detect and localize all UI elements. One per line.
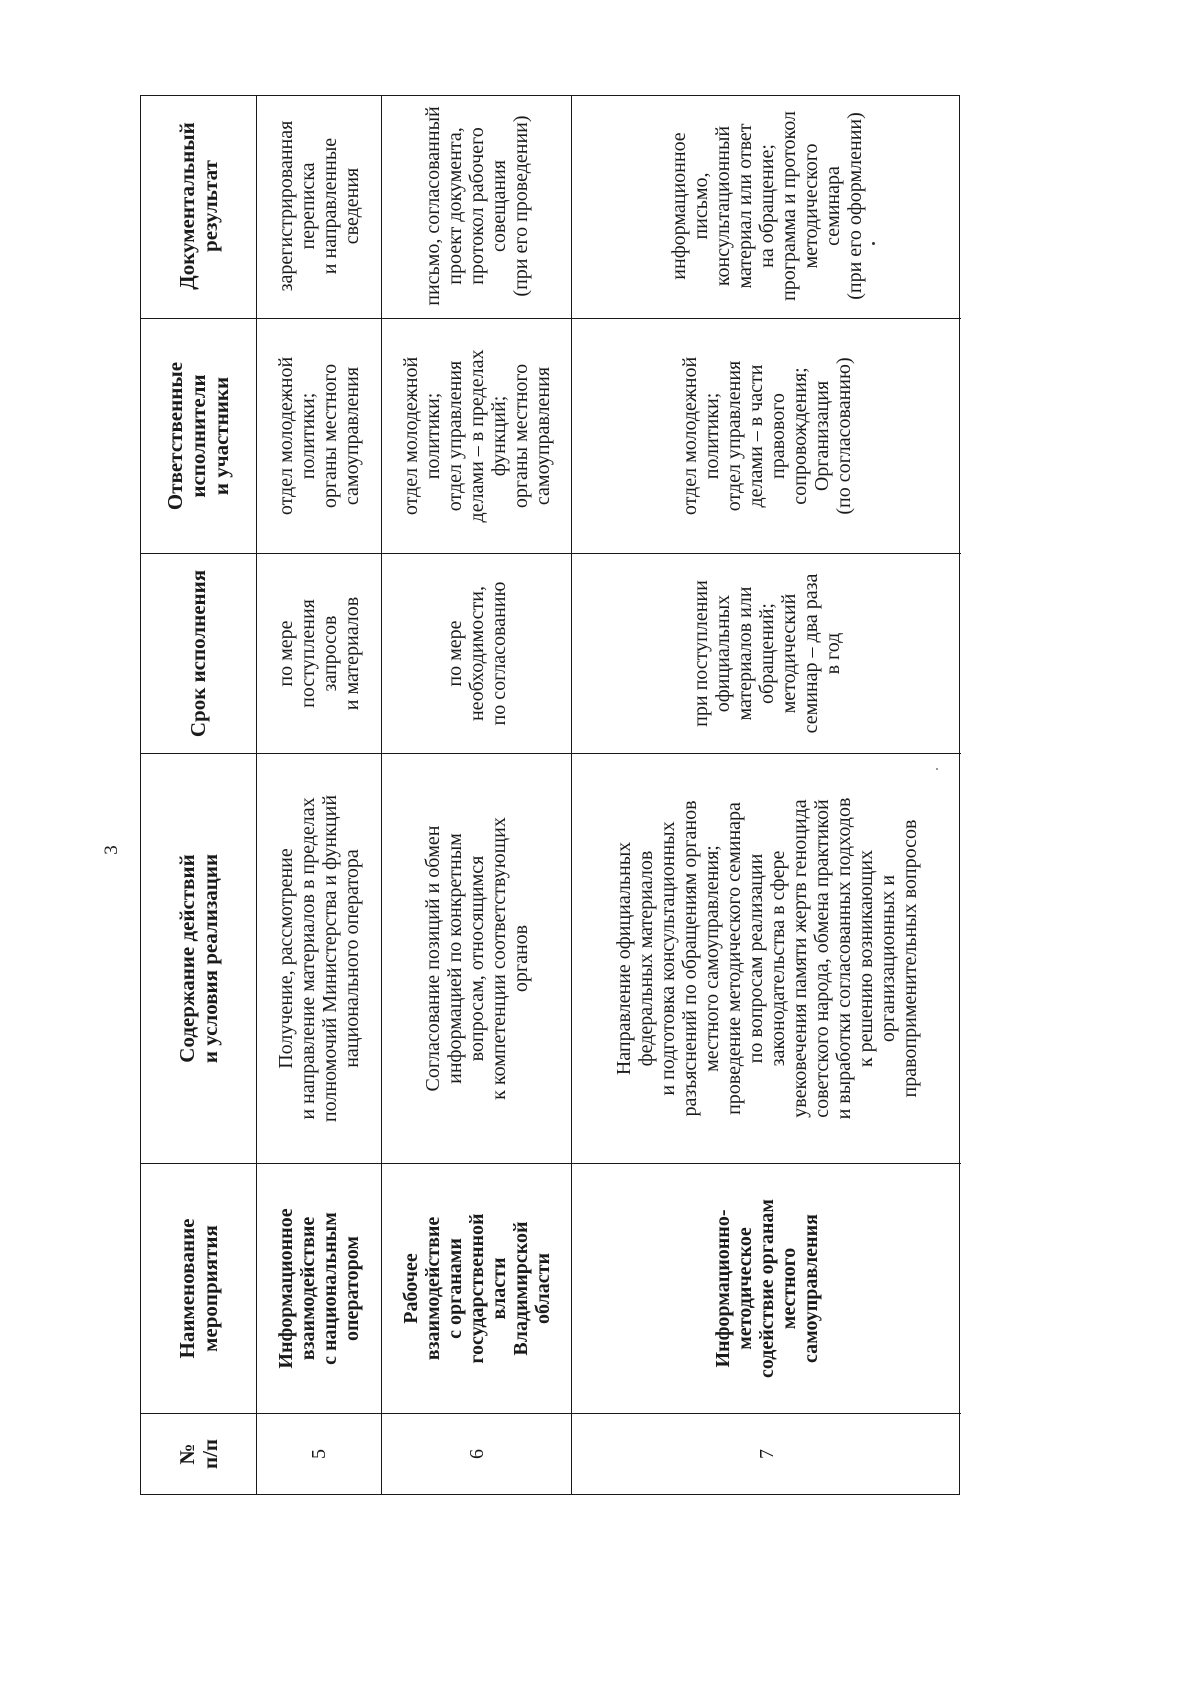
- activity-name: Рабочее взаимодействие с органами государственной власти Владимирской области: [382, 1164, 571, 1414]
- activity-result: зарегистрированная переписка и направленные сведения: [257, 94, 381, 319]
- scan-speck: [936, 768, 938, 770]
- table-row: [381, 96, 571, 1494]
- table-header-row: [141, 96, 256, 1494]
- row-number: 6: [465, 1449, 488, 1459]
- activity-name: Информационное взаимодействие с национальным оператором: [257, 1164, 381, 1414]
- header-result: Документальный результат: [141, 94, 256, 319]
- header-term: Срок исполнения: [141, 554, 256, 754]
- activities-table: [140, 95, 960, 1495]
- activity-term: по мере поступления запросов и материалов: [257, 554, 381, 754]
- activity-responsible: отдел молодежной политики; органы местного самоуправления: [257, 319, 381, 554]
- activity-content: Получение, рассмотрение и направление материалов в пределах полномочий Министерства и функций национального оператора: [257, 754, 381, 1164]
- activity-responsible: отдел молодежной политики; отдел управления делами – в пределах функций; органы местного самоуправления: [382, 319, 571, 554]
- activity-term: по мере необходимости, по согласованию: [382, 554, 571, 754]
- page-number: 3: [101, 845, 122, 855]
- activity-result: информационное письмо, консультационный материал или ответ на обращение; программа и протокол методического семинара (при его оформлении): [572, 94, 961, 319]
- header-num: № п/п: [174, 1438, 222, 1470]
- activity-responsible: отдел молодежной политики; отдел управления делами – в части правового сопровождения; Организация (по согласованию): [572, 319, 961, 554]
- activity-content: Согласование позиций и обмен информацией по конкретным вопросам, относящимся к компетенции соответствующих органов: [382, 754, 571, 1164]
- activity-term: при поступлении официальных материалов или обращений; методический семинар – два раза в год: [572, 554, 961, 754]
- scan-speck: [872, 242, 875, 245]
- activity-name: Информационно- методическое содействие органам местного самоуправления: [572, 1164, 961, 1414]
- header-content: Содержание действий и условия реализации: [141, 754, 256, 1164]
- table-row: [571, 96, 961, 1494]
- activity-content: Направление официальных федеральных материалов и подготовка консультационных разъяснений по обращениям органов местного самоуправления; проведение методического семинара по вопросам реализации законодательства в сфере увековечения памяти жертв геноцида советского народа, обмена практикой и выработки согласованных подходов к решению возникающих организационных и правоприменительных вопросов: [572, 754, 961, 1164]
- header-responsible: Ответственные исполнители и участники: [141, 319, 256, 554]
- activity-result: письмо, согласованный проект документа, протокол рабочего совещания (при его проведении): [382, 94, 571, 319]
- row-number: 7: [755, 1449, 778, 1459]
- table-row: [256, 96, 381, 1494]
- row-number: 5: [308, 1449, 330, 1459]
- header-name: Наименование мероприятия: [141, 1164, 256, 1414]
